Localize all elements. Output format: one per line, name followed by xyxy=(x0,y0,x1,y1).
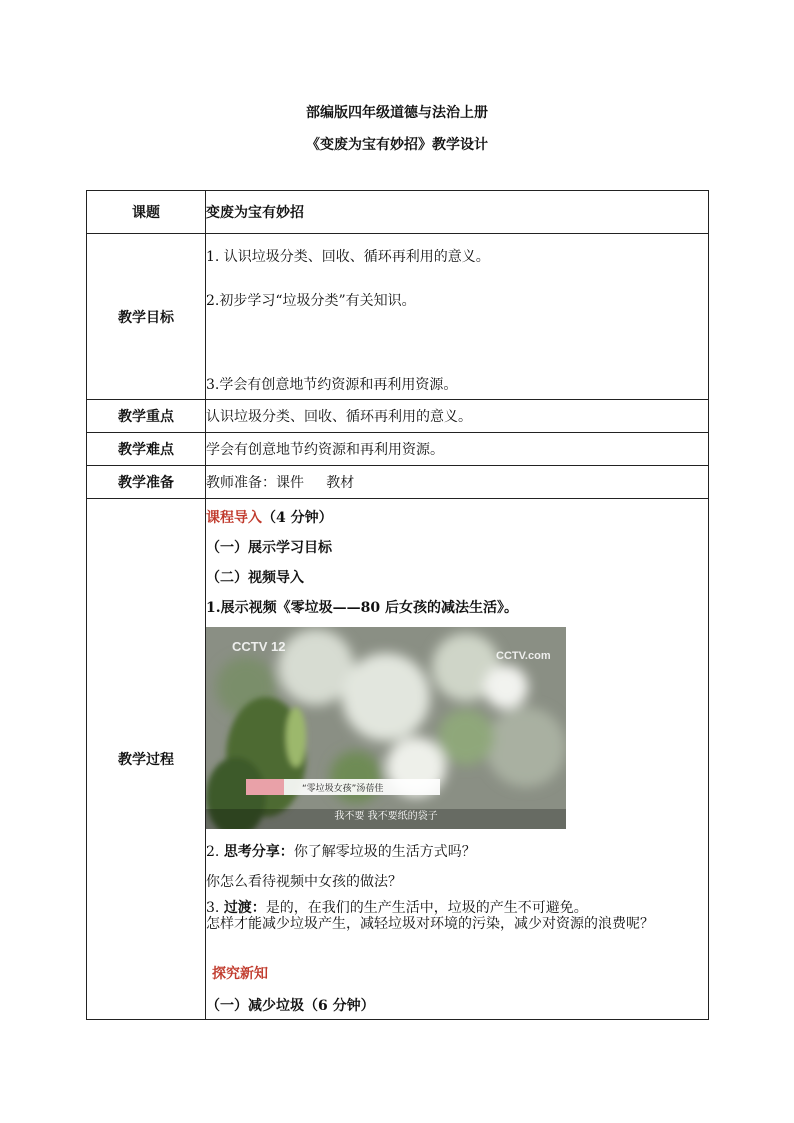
key-points-label: 教学重点 xyxy=(87,400,206,433)
video-title-line: 1.展示视频《零垃圾——80 后女孩的减法生活》。 xyxy=(206,600,518,616)
transition-label: 过渡： xyxy=(223,900,266,916)
table-row-process xyxy=(87,499,709,1020)
section-reduce-waste: （一）减少垃圾（6 分钟） xyxy=(206,998,375,1014)
difficulties-value: 学会有创意地节约资源和再利用资源。 xyxy=(206,433,709,466)
goals-cell xyxy=(206,234,709,400)
document-title: 部编版四年级道德与法治上册 xyxy=(306,105,488,121)
process-cell xyxy=(206,499,709,1020)
step-show-goals: （一）展示学习目标 xyxy=(206,540,332,556)
transition-line xyxy=(206,897,708,917)
video-subtitle: 我不要 我不要纸的袋子 xyxy=(334,811,438,822)
question-number: 2. xyxy=(206,844,224,860)
question-label: 思考分享： xyxy=(223,844,294,860)
goals-label: 教学目标 xyxy=(87,234,206,400)
cctv-channel-logo: CCTV 12 xyxy=(232,639,286,654)
caption-tag: “零垃圾女孩”汤蓓佳 xyxy=(302,784,384,794)
preparation-label: 教学准备 xyxy=(87,466,206,499)
process-label: 教学过程 xyxy=(87,499,206,1020)
table-row-preparation xyxy=(87,466,709,499)
topic-value: 变废为宝有妙招 xyxy=(206,191,709,234)
goal-item: 2.初步学习“垃圾分类”有关知识。 xyxy=(206,293,416,309)
intro-line xyxy=(206,507,708,527)
difficulties-label: 教学难点 xyxy=(87,433,206,466)
lesson-plan-table xyxy=(86,190,709,1020)
table-row-goals xyxy=(87,234,709,400)
topic-label: 课题 xyxy=(87,191,206,234)
key-points-value: 认识垃圾分类、回收、循环再利用的意义。 xyxy=(206,400,709,433)
question-line-2: 你怎么看待视频中女孩的做法？ xyxy=(206,874,402,890)
video-frame-image xyxy=(206,627,566,829)
cctv-site-logo: CCTV.com xyxy=(496,650,551,662)
table-row-key-points xyxy=(87,400,709,433)
explore-heading: 探究新知 xyxy=(212,966,268,982)
table-row-topic xyxy=(87,191,709,234)
question-line xyxy=(206,841,708,861)
document-subtitle: 《变废为宝有妙招》教学设计 xyxy=(306,137,488,153)
transition-number: 3. xyxy=(206,900,224,916)
goal-item: 1. 认识垃圾分类、回收、循环再利用的意义。 xyxy=(206,249,490,265)
intro-heading: 课程导入 xyxy=(206,510,262,526)
step-video-intro: （二）视频导入 xyxy=(206,570,304,586)
video-screenshot xyxy=(206,627,566,829)
transition-line-2: 怎样才能减少垃圾产生，减轻垃圾对环境的污染，减少对资源的浪费呢？ xyxy=(206,916,654,932)
goal-item: 3.学会有创意地节约资源和再利用资源。 xyxy=(206,377,458,393)
question-text: 你了解零垃圾的生活方式吗？ xyxy=(293,844,476,860)
transition-text: 是的，在我们的生产生活中，垃圾的产生不可避免。 xyxy=(265,900,588,916)
table-row-difficulties xyxy=(87,433,709,466)
preparation-value: 教师准备：课件 教材 xyxy=(206,466,709,499)
intro-time: （4 分钟） xyxy=(262,510,333,526)
